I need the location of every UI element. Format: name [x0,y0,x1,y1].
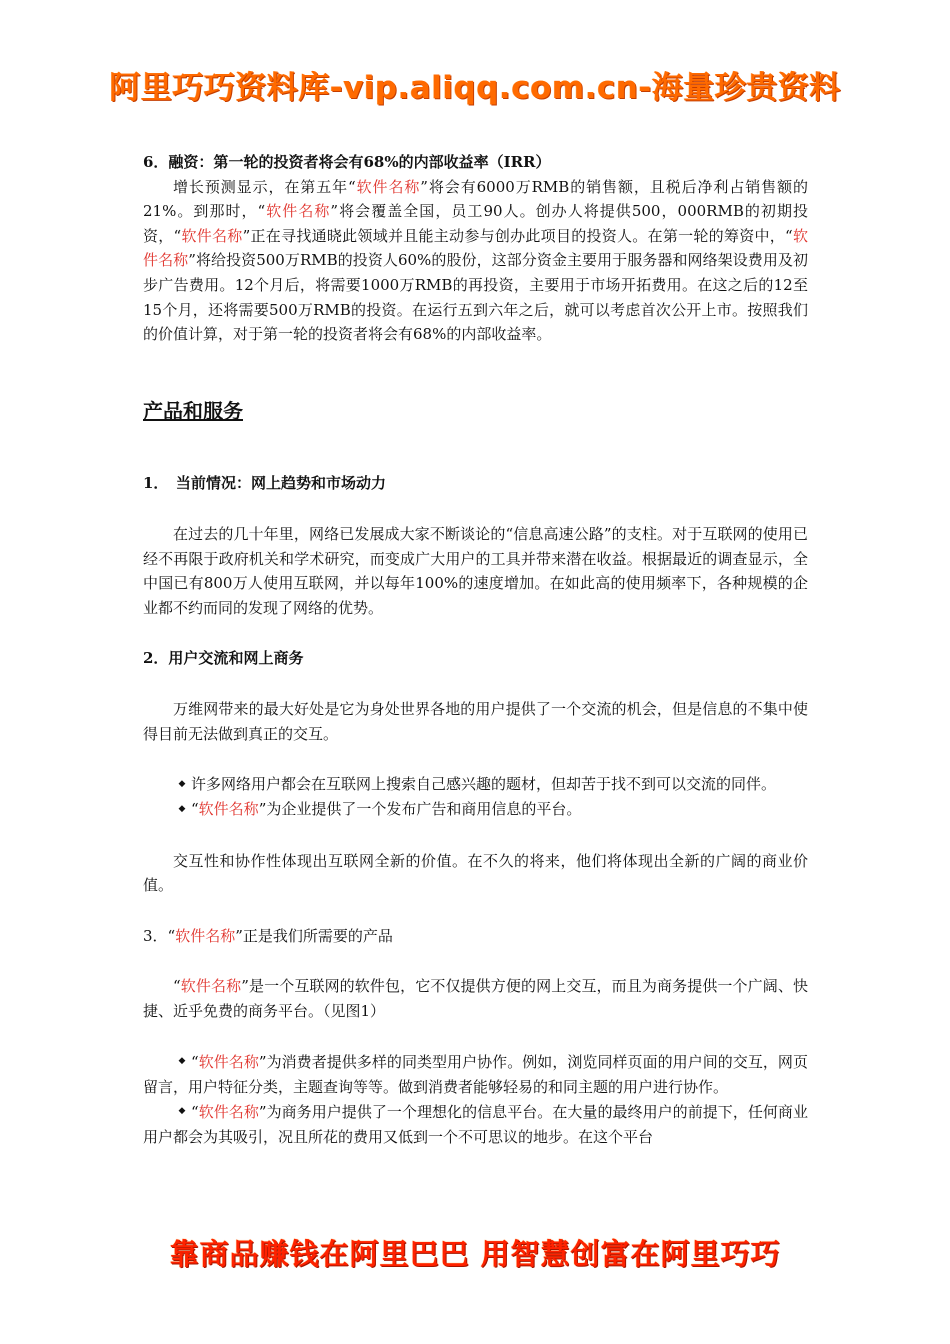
item-2-bullet-2: ◆ “软件名称”为企业提供了一个发布广告和商用信息的平台。 [143,797,808,822]
product-name: 软件名称 [181,226,243,245]
item-1-paragraph: 在过去的几十年里，网络已发展成大家不断谈论的“信息高速公路”的支柱。对于互联网的使用已经不再限于政府机关和学术研究，而变成广大用户的工具并带来潜在收益。根据最近的调查显示，全中国已有800万人使用互联网，并以每年100%的速度增加。在如此高的使用频率下，各种规模的企业都不约而同的发现了网络的优势。 [143,524,808,617]
bullet-diamond-icon: ◆ [178,1106,186,1117]
main-heading: 产品和服务 [143,398,243,423]
header-banner: 阿里巧巧资料库-vip.aliqq.com.cn-海量珍贵资料 [109,70,841,106]
document-body [143,150,808,1149]
item-3-title: 3．“软件名称”正是我们所需要的产品 [143,926,393,945]
bullet-diamond-icon: ◆ [178,1056,186,1067]
product-name: 软件名称 [198,1052,259,1071]
item-2-title: 2．用户交流和网上商务 [143,649,304,668]
item-3-bullet-2: ◆ “软件名称”为商务用户提供了一个理想化的信息平台。在大量的最终用户的前提下，任何商业用户都会为其吸引，况且所花的费用又低到一个不可思议的地步。在这个平台 [143,1100,808,1150]
item-2-paragraph-2: 交互性和协作性体现出互联网全新的价值。在不久的将来，他们将体现出全新的广阔的商业价值。 [143,851,808,895]
product-name: 软件名称 [265,202,331,221]
section-6-paragraph: 增长预测显示，在第五年“软件名称”将会有6000万RMB的销售额，且税后净利占销售额的21%。到那时，“软件名称”将会覆盖全国，员工90人。创办人将提供500，000RMB的初期投资，“软件名称”正在寻找通晓此领域并且能主动参与创办此项目的投资人。在第一轮的筹资中，“软件名称”将给投资500万RMB的投资人60%的股份，这部分资金主要用于服务器和网络架设费用及初步广告费用。12个月后，将需要1000万RMB的再投资，主要用于市场开拓费用。在这之后的12至15个月，还将需要500万RMB的投资。在运行五到六年之后，就可以考虑首次公开上市。按照我们的价值计算，对于第一轮的投资者将会有68%的内部收益率。 [143,177,808,344]
item-2-paragraph: 万维网带来的最大好处是它为身处世界各地的用户提供了一个交流的机会，但是信息的不集中使得目前无法做到真正的交互。 [143,699,808,743]
product-name: 软件名称 [143,226,808,270]
product-name: 软件名称 [198,800,259,819]
item-1-title: 1． 当前情况：网上趋势和市场动力 [143,474,386,493]
item-3-bullet-1: ◆ “软件名称”为消费者提供多样的同类型用户协作。例如，浏览同样页面的用户间的交互，网页留言，用户特征分类，主题查询等等。做到消费者能够轻易的和同主题的用户进行协作。 [143,1050,808,1100]
product-name: 软件名称 [175,926,236,945]
product-name: 软件名称 [180,977,242,996]
footer-banner: 靠商品赚钱在阿里巴巴 用智慧创富在阿里巧巧 [169,1237,781,1271]
product-name: 软件名称 [198,1102,259,1121]
item-3-paragraph: “软件名称”是一个互联网的软件包，它不仅提供方便的网上交互，而且为商务提供一个广阔、快捷、近乎免费的商务平台。（见图1） [143,977,808,1021]
item-2-bullet-1: ◆ 许多网络用户都会在互联网上搜索自己感兴趣的题材，但却苦于找不到可以交流的同伴。 [143,772,808,797]
product-name: 软件名称 [355,177,421,196]
section-6-title: 6．融资：第一轮的投资者将会有68%的内部收益率（IRR） [143,153,551,171]
bullet-diamond-icon: ◆ [178,778,186,789]
bullet-diamond-icon: ◆ [178,804,186,815]
